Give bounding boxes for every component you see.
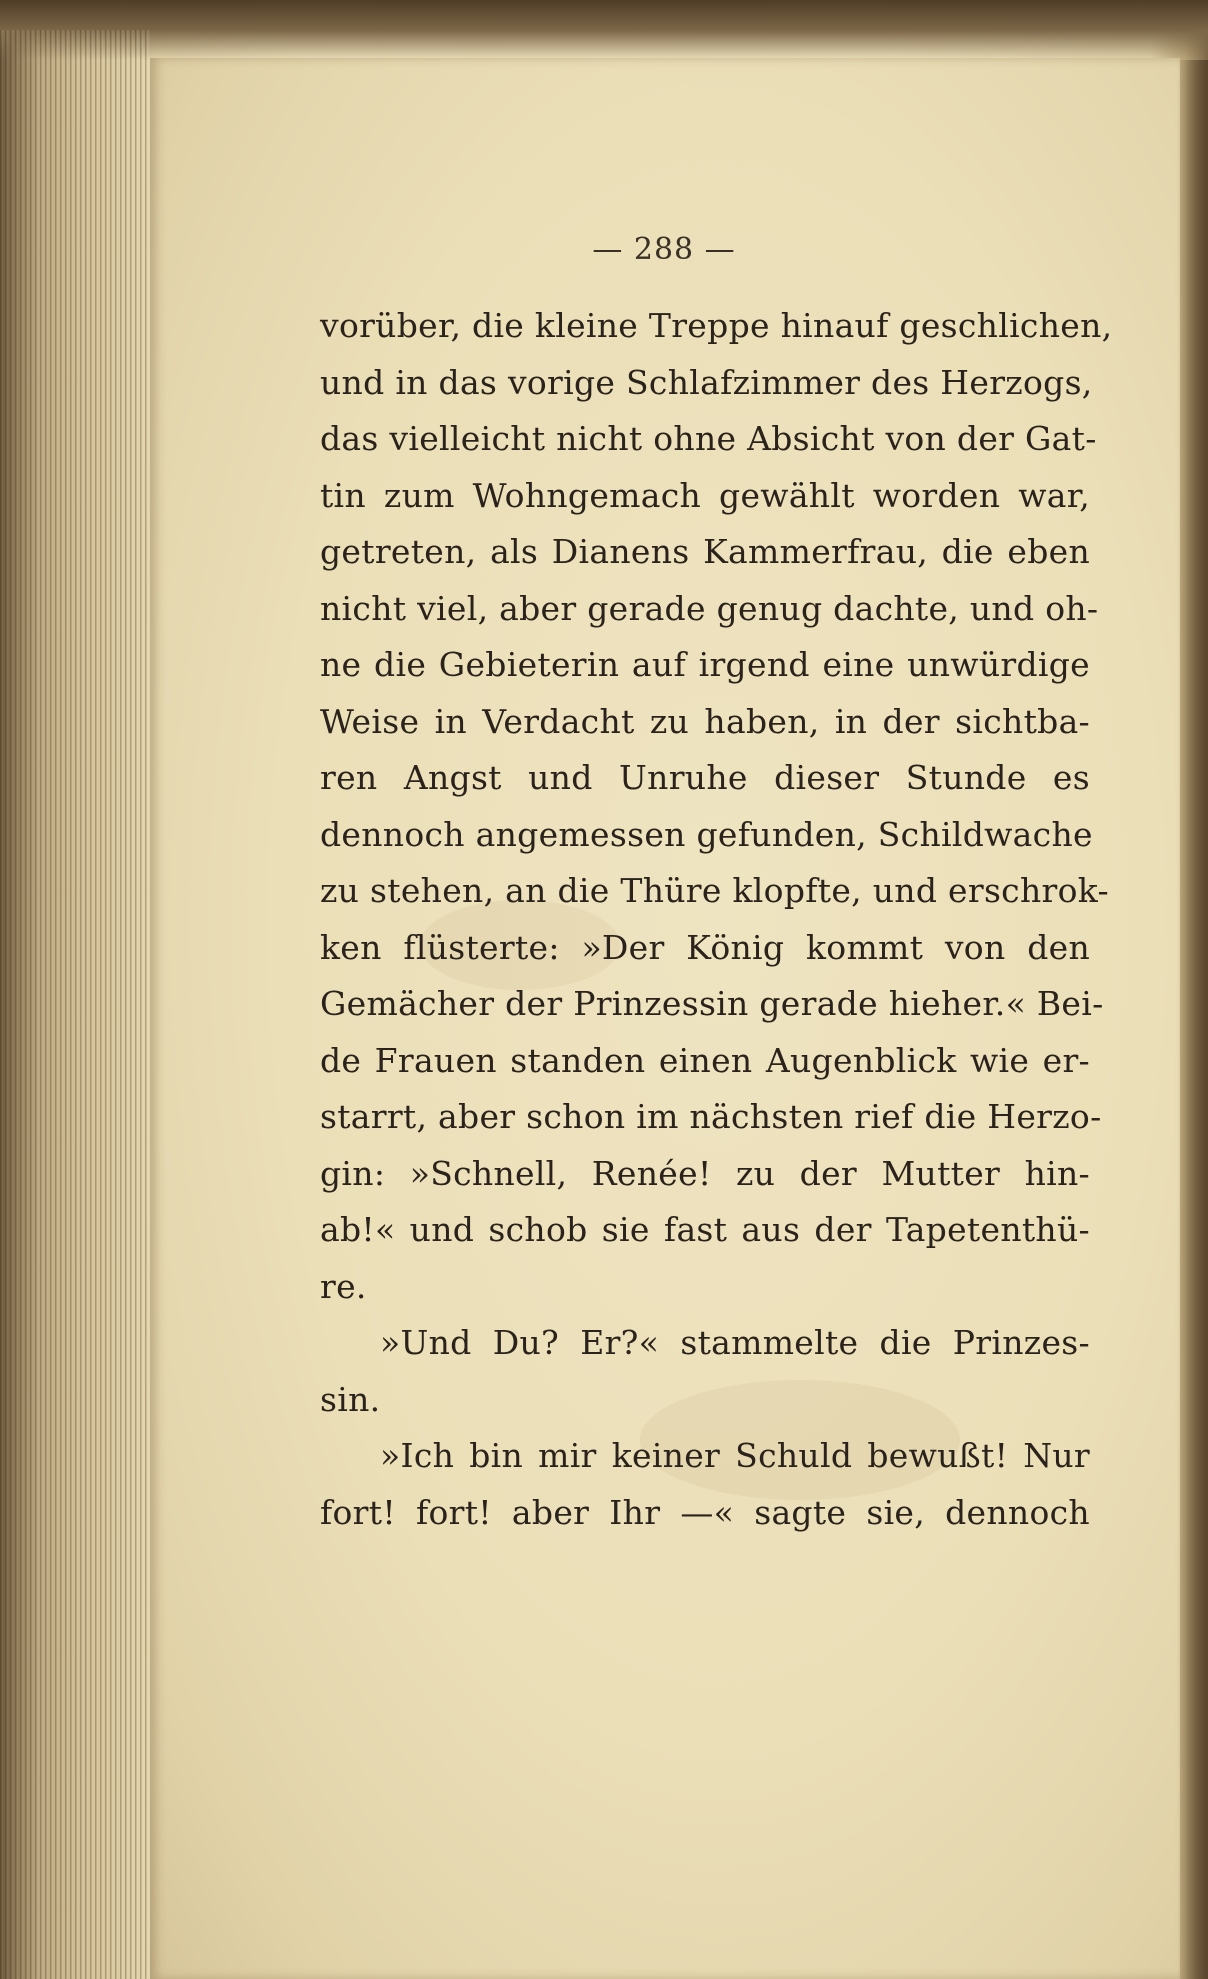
text-line: vorüber, die kleine Treppe hinauf geschlichen, — [320, 306, 1113, 345]
text-line: das vielleicht nicht ohne Absicht von der Gat- — [320, 419, 1097, 458]
text-line: gin: »Schnell, Renée! zu der Mutter hin- — [320, 1153, 1090, 1193]
text-line: dennoch angemessen gefunden, Schildwache — [320, 814, 1093, 854]
text-line: »Ich bin mir keiner Schuld bewußt! Nur — [380, 1436, 1090, 1475]
text-line: ren Angst und Unruhe dieser Stunde es — [320, 758, 1090, 797]
page-stack-edge — [0, 30, 150, 1979]
text-line: de Frauen standen einen Augenblick wie er- — [320, 1040, 1090, 1080]
body-text — [320, 298, 1113, 1541]
text-line: zu stehen, an die Thüre klopfte, und erschrok- — [320, 871, 1109, 910]
text-line: nicht viel, aber gerade genug dachte, und oh- — [320, 588, 1099, 628]
text-line: ne die Gebieterin auf irgend eine unwürdige — [320, 645, 1090, 684]
text-line: Weise in Verdacht zu haben, in der sichtba- — [320, 701, 1090, 741]
page-number: — 288 — — [592, 232, 736, 267]
text-line: fort! fort! aber Ihr —« sagte sie, dennoch — [320, 1492, 1090, 1532]
text-line: und in das vorige Schlafzimmer des Herzogs, — [320, 362, 1093, 402]
text-line: tin zum Wohngemach gewählt worden war, — [320, 475, 1090, 515]
text-line: ken flüsterte: »Der König kommt von den — [320, 927, 1090, 967]
book-top-edge — [0, 0, 1208, 60]
text-line: ab!« und schob sie fast aus der Tapetenthü- — [320, 1210, 1090, 1249]
text-line: sin. — [320, 1379, 381, 1419]
text-line: Gemächer der Prinzessin gerade hieher.« Bei- — [320, 984, 1104, 1023]
text-line: getreten, als Dianens Kammerfrau, die eben — [320, 532, 1090, 571]
book-spine-edge — [1178, 60, 1208, 1979]
text-line: starrt, aber schon im nächsten rief die Herzo- — [320, 1097, 1102, 1136]
text-line: »Und Du? Er?« stammelte die Prinzes- — [380, 1323, 1090, 1362]
text-line: re. — [320, 1266, 367, 1306]
